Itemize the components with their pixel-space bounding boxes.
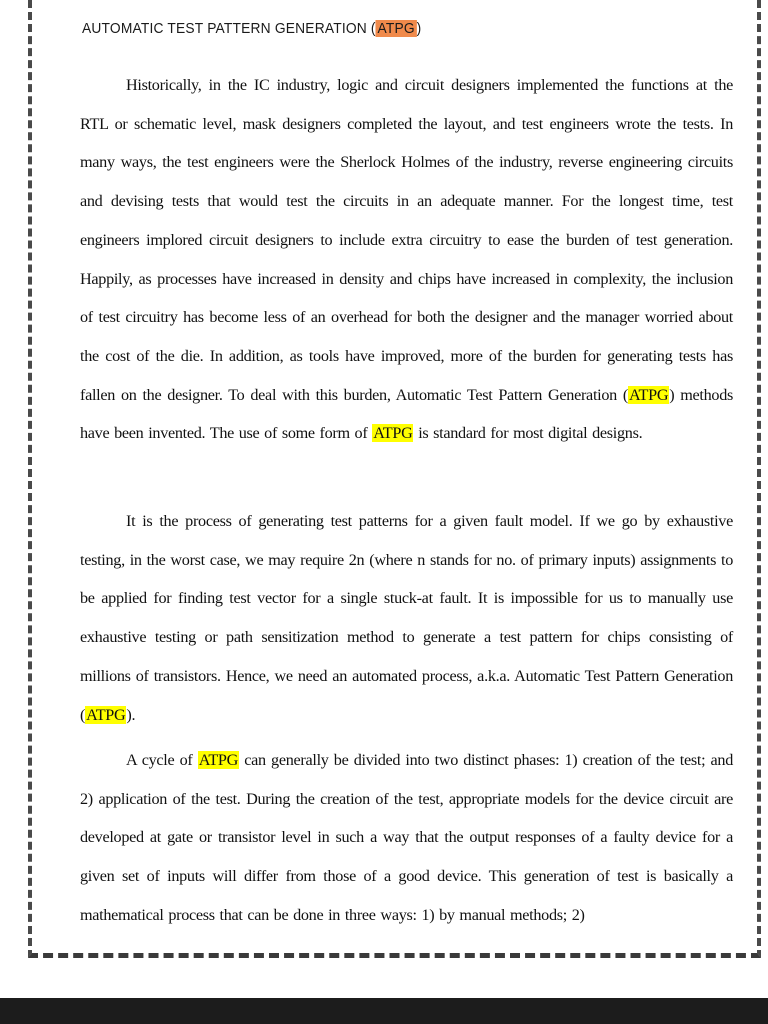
paragraph-text: ). xyxy=(126,705,136,724)
highlighted-term: ATPG xyxy=(628,385,669,404)
paragraph-text: is standard for most digital designs. xyxy=(413,424,643,443)
paragraph-text: Historically, in the IC industry, logic and circuit designers implemented the functions at the RTL or schematic level, mask designers completed the layout, and test engineers wrote the tests. In many ways, the test engineers were the Sherlock Holmes of the industry, reverse engineering circuits and devising tests that would test the circuits in an adequate manner. For the longest time, test engineers implored circuit designers to include extra circuitry to ease the burden of test generation. Happily, as processes have increased in density and chips have increased in complexity, the inclusion of test circuitry has become less of an overhead for both the designer and the manager worried about the cost of the die. In addition, as tools have improved, more of the burden for generating tests has fallen on the designer. To deal with this burden, Automatic Test Pattern Generation ( xyxy=(80,76,733,404)
paragraph-3 xyxy=(80,741,733,935)
paragraph-text: A cycle of xyxy=(126,751,198,769)
heading-text: AUTOMATIC TEST PATTERN GENERATION ( xyxy=(82,20,376,37)
bottom-bar xyxy=(0,998,768,1024)
highlighted-term: ATPG xyxy=(86,705,126,724)
highlighted-term: ATPG xyxy=(198,751,239,769)
highlighted-term: ATPG xyxy=(373,424,413,443)
heading-text-end: ) xyxy=(416,20,422,37)
paragraph-text: It is the process of generating test patterns for a given fault model. If we go by exhaustive testing, in the worst case, we may require 2n (where n stands for no. of primary inputs) assignments to be applied for finding test vector for a single stuck-at fault. It is impossible for us to manually use exhaustive testing or path sensitization method to generate a test pattern for chips consisting of millions of transistors. Hence, we need an automated process, a.k.a. Automatic Test Pattern Generation ( xyxy=(80,512,733,724)
paragraph-text: ) methods have been invented. The use of some form of xyxy=(80,385,734,443)
document-heading xyxy=(82,20,421,37)
paragraph-2 xyxy=(80,502,733,734)
heading-highlight: ATPG xyxy=(377,20,415,37)
paragraph-1 xyxy=(80,66,733,453)
paragraph-text: can generally be divided into two distinct phases: 1) creation of the test; and 2) application of the test. During the creation of the test, appropriate models for the device circuit are developed at gate or transistor level in such a way that the output responses of a faulty device for a given set of inputs will differ from those of a good device. This generation of test is basically a mathematical process that can be done in three ways: 1) by manual methods; 2) xyxy=(80,751,733,924)
